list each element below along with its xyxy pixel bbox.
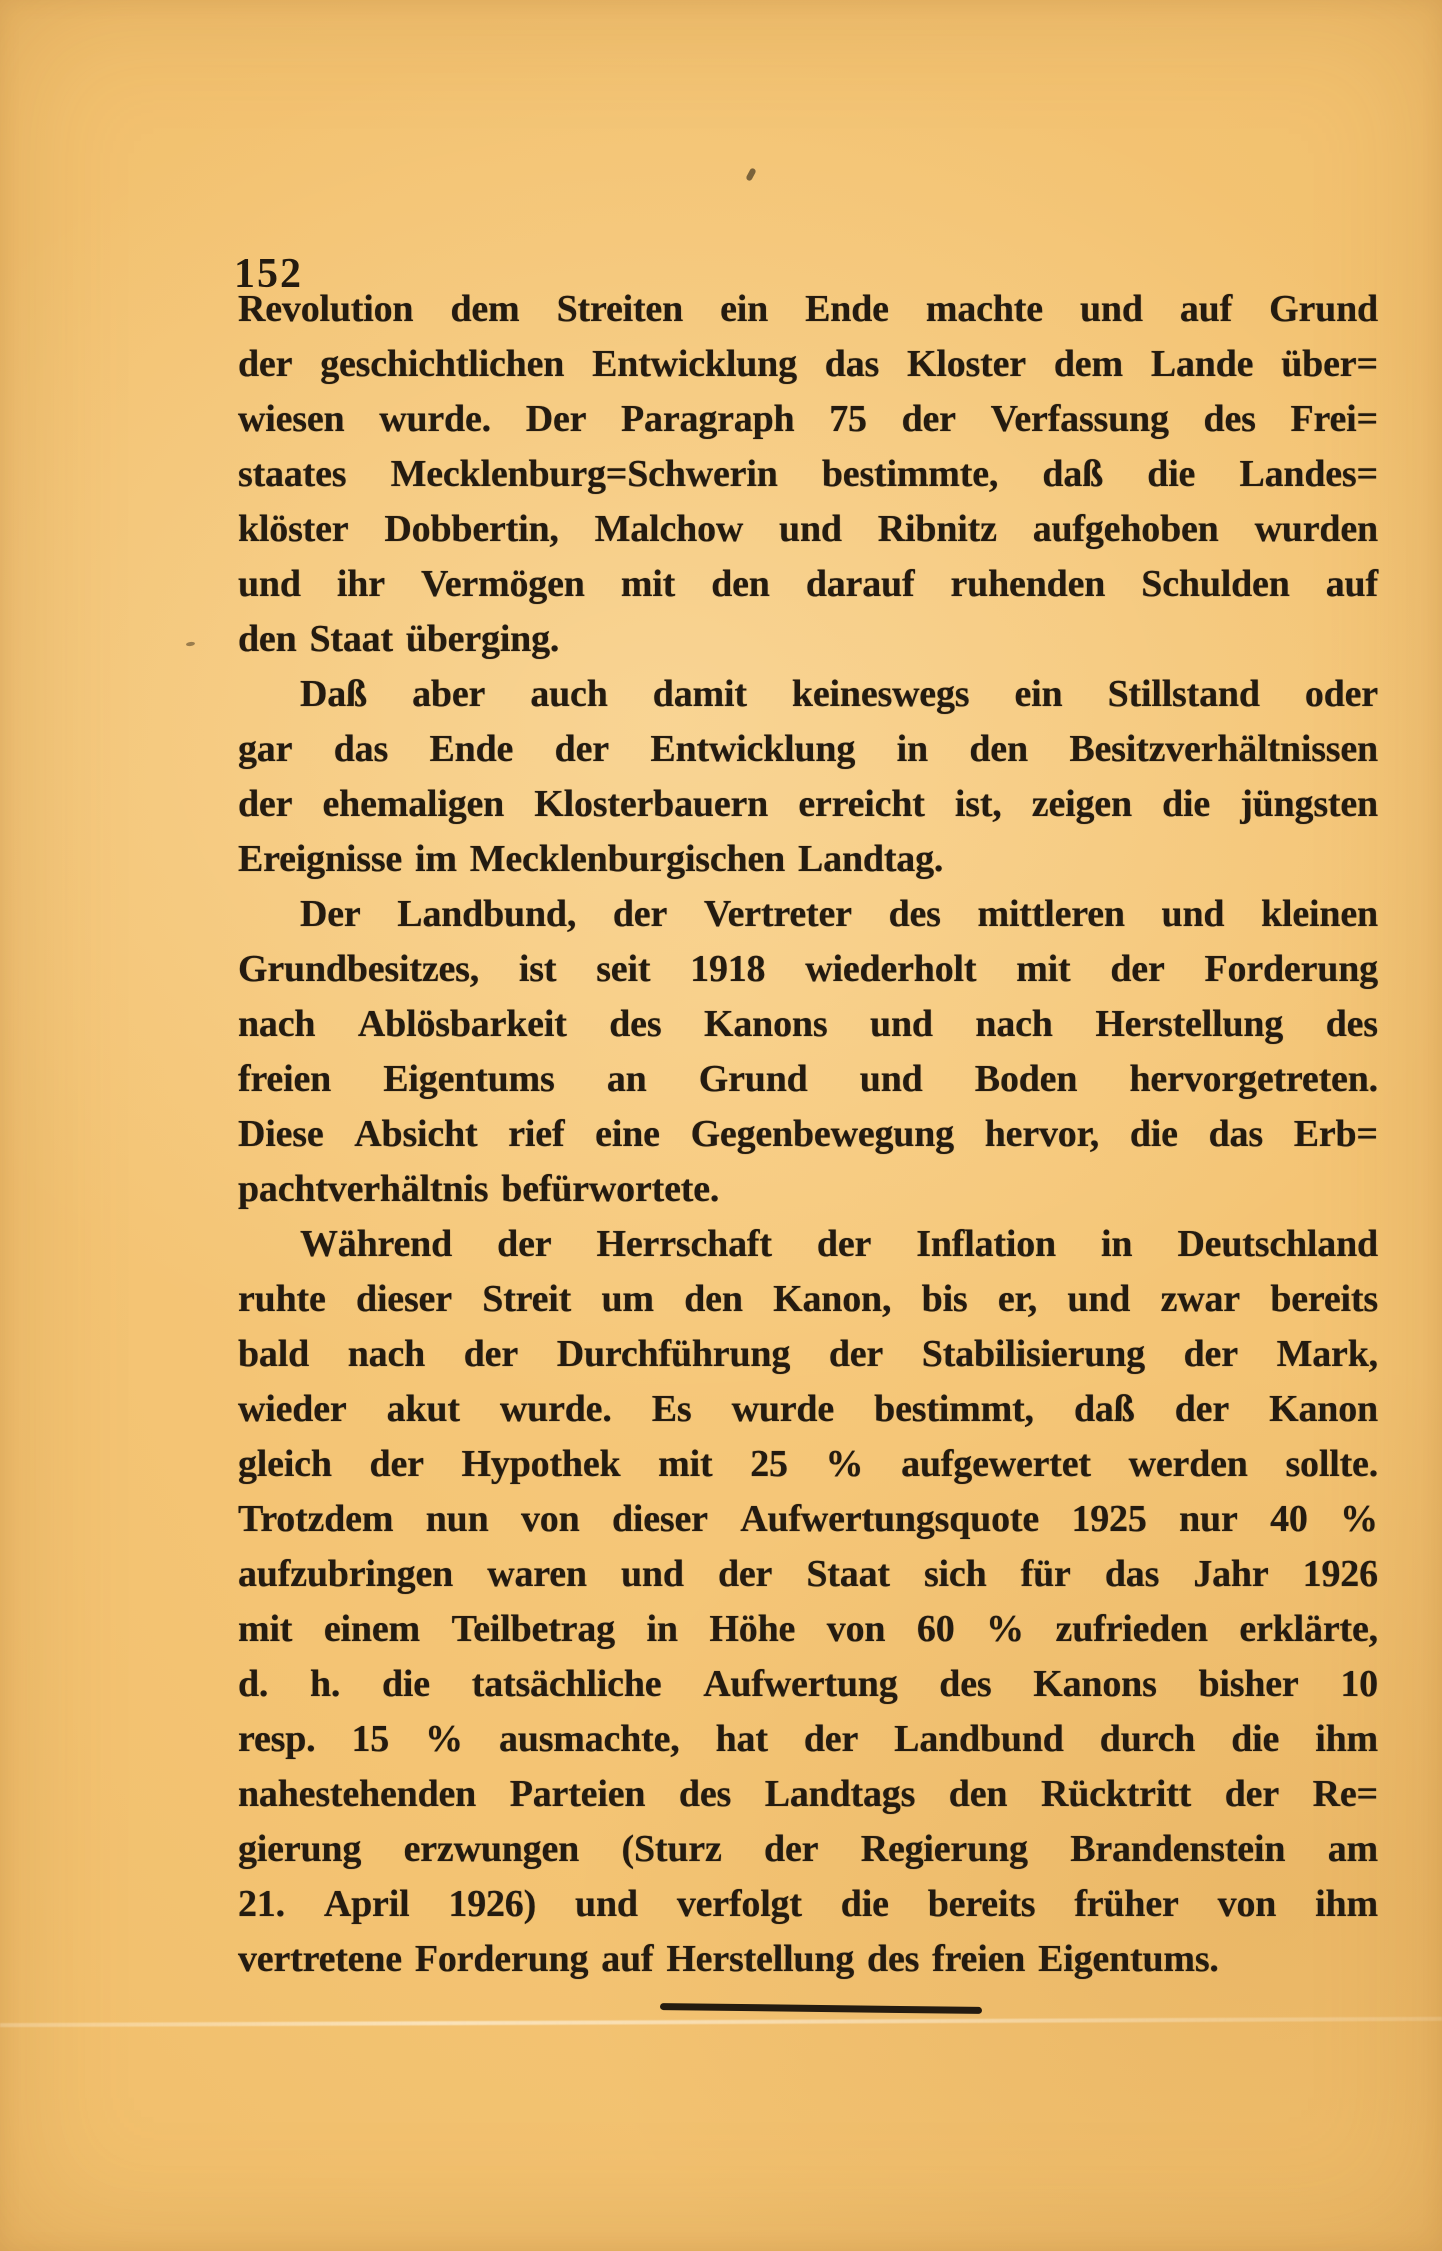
word: des: [1203, 398, 1256, 440]
text-line-6: [238, 557, 1378, 612]
word: wurde.: [379, 398, 491, 440]
word: das: [333, 728, 389, 770]
word: geschichtlichen: [320, 343, 565, 385]
word: dieser: [356, 1278, 452, 1320]
word: Grund: [1269, 288, 1378, 330]
word: keineswegs: [791, 673, 970, 715]
word: ihr: [336, 563, 385, 605]
word: Schulden: [1141, 563, 1290, 605]
word: verfolgt: [676, 1883, 802, 1925]
word: wieder: [238, 1388, 347, 1430]
text-line-23: [238, 1492, 1378, 1547]
word: der: [717, 1553, 773, 1595]
word: früher: [1074, 1883, 1179, 1925]
word: Re=: [1312, 1773, 1378, 1815]
word: damit: [652, 673, 747, 715]
word: nun: [425, 1498, 489, 1540]
word: freien: [932, 1938, 1026, 1980]
word: der: [238, 343, 293, 385]
word: sich: [923, 1553, 987, 1595]
word: wiederholt: [805, 948, 977, 990]
word: für: [1020, 1553, 1071, 1595]
word: Malchow: [594, 508, 744, 550]
word: Dobbertin,: [384, 508, 559, 550]
word: erzwungen: [403, 1828, 580, 1870]
word: Landes=: [1239, 453, 1378, 495]
word: ist: [518, 948, 557, 990]
word: befürwortete.: [501, 1168, 720, 1210]
word: den: [948, 1773, 1008, 1815]
word: mit: [238, 1608, 293, 1650]
word: Boden: [974, 1058, 1078, 1100]
word: 21.: [238, 1883, 285, 1925]
word: das: [1208, 1113, 1263, 1155]
word: Ablösbarkeit: [357, 1003, 567, 1045]
word: in: [896, 728, 928, 770]
word: Diese: [238, 1113, 324, 1155]
word: der: [463, 1333, 519, 1375]
word: Erb=: [1293, 1113, 1378, 1155]
word: ein: [1014, 673, 1063, 715]
word: aufgehoben: [1032, 508, 1219, 550]
word: der: [764, 1828, 819, 1870]
word: am: [1327, 1828, 1378, 1870]
word: des: [678, 1773, 732, 1815]
word: wurde.: [499, 1388, 612, 1430]
word: %: [825, 1443, 864, 1485]
word: darauf: [805, 563, 915, 605]
word: Brandenstein: [1070, 1828, 1286, 1870]
word: (Sturz: [621, 1828, 722, 1870]
text-line-31: [238, 1932, 1378, 1987]
word: des: [867, 1938, 920, 1980]
word: Streiten: [556, 288, 684, 330]
word: der: [1174, 1388, 1229, 1430]
word: Vermögen: [420, 563, 585, 605]
word: das: [824, 343, 880, 385]
word: nach: [347, 1333, 426, 1375]
text-line-28: [238, 1767, 1378, 1822]
word: Inflation: [916, 1223, 1056, 1265]
word: er,: [997, 1278, 1038, 1320]
word: der: [1110, 948, 1165, 990]
word: Forderung: [414, 1938, 589, 1980]
word: der: [1183, 1333, 1238, 1375]
word: bald: [238, 1333, 310, 1375]
word: und: [1079, 288, 1143, 330]
text-line-22: [238, 1437, 1378, 1492]
word: und: [870, 1003, 933, 1045]
text-line-26: [238, 1657, 1378, 1712]
word: Ende: [805, 288, 889, 330]
word: und: [779, 508, 842, 550]
text-line-10: [238, 777, 1378, 832]
text-line-11: [238, 832, 1378, 887]
text-line-5: [238, 502, 1378, 557]
word: zeigen: [1031, 783, 1132, 825]
word: der: [901, 398, 956, 440]
word: und: [1067, 1278, 1131, 1320]
word: Rücktritt: [1040, 1773, 1192, 1815]
word: und: [575, 1883, 638, 1925]
word: daß: [1042, 453, 1104, 495]
word: akut: [386, 1388, 460, 1430]
word: über=: [1281, 343, 1378, 385]
word: mit: [1016, 948, 1071, 990]
word: Landtag.: [798, 838, 944, 880]
word: Verfassung: [990, 398, 1169, 440]
word: dieser: [611, 1498, 708, 1540]
word: pachtverhältnis: [238, 1168, 489, 1210]
word: Eigentums.: [1038, 1938, 1219, 1980]
word: nach: [975, 1003, 1053, 1045]
word: die: [1162, 783, 1211, 825]
text-line-18: [238, 1217, 1378, 1272]
word: Besitzverhältnissen: [1069, 728, 1378, 770]
word: der: [1224, 1773, 1280, 1815]
word: der: [497, 1223, 552, 1265]
word: seit: [596, 948, 651, 990]
word: und: [1161, 893, 1225, 935]
word: aufgewertet: [901, 1443, 1091, 1485]
word: Paragraph: [621, 398, 795, 440]
text-line-4: [238, 447, 1378, 502]
word: Entwicklung: [592, 343, 797, 385]
word: Kanons: [704, 1003, 828, 1045]
word: freien: [238, 1058, 332, 1100]
word: bisher: [1198, 1663, 1299, 1705]
word: wurden: [1254, 508, 1378, 550]
word: und: [621, 1553, 684, 1595]
word: 1925: [1071, 1498, 1147, 1540]
word: Aufwertungsquote: [740, 1498, 1039, 1540]
word: den: [969, 728, 1028, 770]
word: daß: [1073, 1388, 1135, 1430]
word: mit: [620, 563, 676, 605]
word: der: [369, 1443, 424, 1485]
word: hat: [715, 1718, 768, 1760]
text-line-25: [238, 1602, 1378, 1657]
ink-speck: [745, 167, 756, 181]
word: Mecklenburg=Schwerin: [390, 453, 778, 495]
word: mittleren: [977, 893, 1125, 935]
word: des: [1325, 1003, 1378, 1045]
word: hervor,: [984, 1113, 1100, 1155]
word: Herstellung: [1095, 1003, 1284, 1045]
word: den: [238, 618, 297, 660]
word: Herstellung: [666, 1938, 855, 1980]
word: ruhenden: [950, 563, 1106, 605]
word: bis: [921, 1278, 968, 1320]
word: auf: [1325, 563, 1378, 605]
word: wiesen: [238, 398, 345, 440]
word: April: [323, 1883, 410, 1925]
word: h.: [310, 1663, 341, 1705]
word: der: [612, 893, 668, 935]
word: ist,: [954, 783, 1002, 825]
word: klöster: [238, 508, 349, 550]
word: Grundbesitzes,: [238, 948, 480, 990]
word: eine: [595, 1113, 660, 1155]
word: gierung: [238, 1828, 362, 1870]
word: an: [606, 1058, 647, 1100]
scan-scratch-artifact: [0, 2017, 1442, 2027]
word: nur: [1179, 1498, 1238, 1540]
word: Kanon: [1269, 1388, 1378, 1430]
word: den: [684, 1278, 743, 1320]
word: resp.: [238, 1718, 316, 1760]
word: 25: [750, 1443, 788, 1485]
word: Während: [300, 1223, 453, 1265]
text-line-3: [238, 392, 1378, 447]
word: Mark,: [1276, 1333, 1378, 1375]
word: Durchführung: [556, 1333, 791, 1375]
word: Parteien: [509, 1773, 646, 1815]
word: Aufwertung: [703, 1663, 898, 1705]
word: erreicht: [798, 783, 925, 825]
word: ehemaligen: [322, 783, 505, 825]
text-line-16: [238, 1107, 1378, 1162]
word: zufrieden: [1055, 1608, 1208, 1650]
word: tatsächliche: [471, 1663, 662, 1705]
word: staates: [238, 453, 347, 495]
word: Kanon,: [773, 1278, 892, 1320]
word: bestimmte,: [821, 453, 999, 495]
word: dem: [1053, 343, 1123, 385]
word: aufzubringen: [238, 1553, 454, 1595]
word: Klosterbauern: [534, 783, 769, 825]
word: auf: [601, 1938, 654, 1980]
word: Staat: [309, 618, 393, 660]
word: bereits: [927, 1883, 1036, 1925]
word: der: [816, 1223, 872, 1265]
word: oder: [1304, 673, 1378, 715]
word: Absicht: [354, 1113, 478, 1155]
word: vertretene: [238, 1938, 402, 1980]
text-line-7: [238, 612, 1378, 667]
word: Regierung: [860, 1828, 1028, 1870]
word: Deutschland: [1177, 1223, 1378, 1265]
word: Kanons: [1033, 1663, 1157, 1705]
word: %: [1340, 1498, 1378, 1540]
word: im: [415, 838, 457, 880]
word: ihm: [1315, 1718, 1378, 1760]
word: Vertreter: [703, 893, 852, 935]
word: Landtags: [764, 1773, 916, 1815]
word: %: [425, 1718, 463, 1760]
word: der: [828, 1333, 884, 1375]
word: des: [609, 1003, 662, 1045]
text-line-29: [238, 1822, 1378, 1877]
word: Grund: [698, 1058, 808, 1100]
word: dem: [450, 288, 520, 330]
word: Es: [651, 1388, 692, 1430]
word: und: [238, 563, 301, 605]
text-line-20: [238, 1327, 1378, 1382]
word: Der: [300, 893, 361, 935]
word: der: [238, 783, 293, 825]
word: bereits: [1270, 1278, 1378, 1320]
word: die: [1231, 1718, 1280, 1760]
text-line-8: [238, 667, 1378, 722]
word: Landbund,: [397, 893, 577, 935]
text-line-19: [238, 1272, 1378, 1327]
text-line-9: [238, 722, 1378, 777]
word: gar: [238, 728, 293, 770]
word: der: [554, 728, 609, 770]
word: auch: [530, 673, 608, 715]
text-block: [238, 282, 1378, 1987]
word: von: [826, 1608, 886, 1650]
word: werden: [1128, 1443, 1248, 1485]
text-line-21: [238, 1382, 1378, 1437]
word: einem: [323, 1608, 420, 1650]
word: Forderung: [1204, 948, 1378, 990]
word: ein: [720, 288, 769, 330]
text-line-17: [238, 1162, 1378, 1217]
word: die: [1147, 453, 1196, 495]
word: 60: [916, 1608, 955, 1650]
section-divider-rule: [660, 2003, 982, 2014]
word: das: [1104, 1553, 1160, 1595]
word: Revolution: [238, 288, 414, 330]
word: des: [888, 893, 941, 935]
word: Ereignisse: [238, 838, 403, 880]
word: Teilbetrag: [451, 1608, 615, 1650]
word: die: [840, 1883, 889, 1925]
text-line-15: [238, 1052, 1378, 1107]
text-line-13: [238, 942, 1378, 997]
word: nahestehenden: [238, 1773, 477, 1815]
word: Entwicklung: [650, 728, 856, 770]
word: des: [939, 1663, 992, 1705]
word: ihm: [1315, 1883, 1378, 1925]
word: 1926: [1302, 1553, 1378, 1595]
word: Staat: [806, 1553, 890, 1595]
word: 1926): [448, 1883, 537, 1925]
word: Landbund: [894, 1718, 1064, 1760]
word: und: [859, 1058, 923, 1100]
word: mit: [658, 1443, 713, 1485]
word: hervorgetreten.: [1129, 1058, 1378, 1100]
word: 1918: [690, 948, 766, 990]
word: 40: [1270, 1498, 1308, 1540]
word: ausmachte,: [498, 1718, 680, 1760]
word: Eigentums: [383, 1058, 555, 1100]
text-line-30: [238, 1877, 1378, 1932]
word: in: [1101, 1223, 1133, 1265]
word: Mecklenburgischen: [469, 838, 786, 880]
word: Herrschaft: [596, 1223, 772, 1265]
word: auf: [1179, 288, 1233, 330]
word: 75: [829, 398, 867, 440]
word: den: [711, 563, 770, 605]
word: Daß: [300, 673, 367, 715]
text-line-24: [238, 1547, 1378, 1602]
word: ruhte: [238, 1278, 326, 1320]
word: Stabilisierung: [921, 1333, 1145, 1375]
word: zwar: [1160, 1278, 1240, 1320]
word: aber: [412, 673, 486, 715]
word: kleinen: [1261, 893, 1378, 935]
text-line-27: [238, 1712, 1378, 1767]
word: Jahr: [1193, 1553, 1269, 1595]
word: Stillstand: [1107, 673, 1260, 715]
word: waren: [487, 1553, 587, 1595]
word: wurde: [731, 1388, 835, 1430]
word: von: [520, 1498, 580, 1540]
word: jüngsten: [1240, 783, 1378, 825]
word: Streit: [482, 1278, 572, 1320]
word: Gegenbewegung: [690, 1113, 954, 1155]
word: die: [1129, 1113, 1178, 1155]
word: durch: [1099, 1718, 1196, 1760]
word: 10: [1340, 1663, 1378, 1705]
word: erklärte,: [1239, 1608, 1378, 1650]
word: Der: [525, 398, 587, 440]
word: rief: [508, 1113, 565, 1155]
word: Lande: [1150, 343, 1254, 385]
word: bestimmt,: [874, 1388, 1034, 1430]
word: die: [382, 1663, 430, 1705]
word: überging.: [405, 618, 560, 660]
word: Frei=: [1290, 398, 1378, 440]
text-line-2: [238, 337, 1378, 392]
word: sollte.: [1285, 1443, 1378, 1485]
word: um: [601, 1278, 654, 1320]
word: d.: [238, 1663, 269, 1705]
word: Ribnitz: [877, 508, 997, 550]
word: nach: [238, 1003, 316, 1045]
word: %: [986, 1608, 1024, 1650]
ink-speck: [186, 641, 195, 646]
word: Ende: [429, 728, 514, 770]
word: gleich: [238, 1443, 332, 1485]
word: Höhe: [709, 1608, 796, 1650]
word: Hypothek: [461, 1443, 621, 1485]
text-line-14: [238, 997, 1378, 1052]
word: der: [803, 1718, 859, 1760]
text-line-12: [238, 887, 1378, 942]
word: 15: [351, 1718, 390, 1760]
word: Kloster: [907, 343, 1026, 385]
page-number: 152: [234, 251, 303, 297]
word: Trotzdem: [238, 1498, 394, 1540]
word: machte: [925, 288, 1043, 330]
word: von: [1217, 1883, 1277, 1925]
text-line-1: [238, 282, 1378, 337]
word: in: [646, 1608, 678, 1650]
